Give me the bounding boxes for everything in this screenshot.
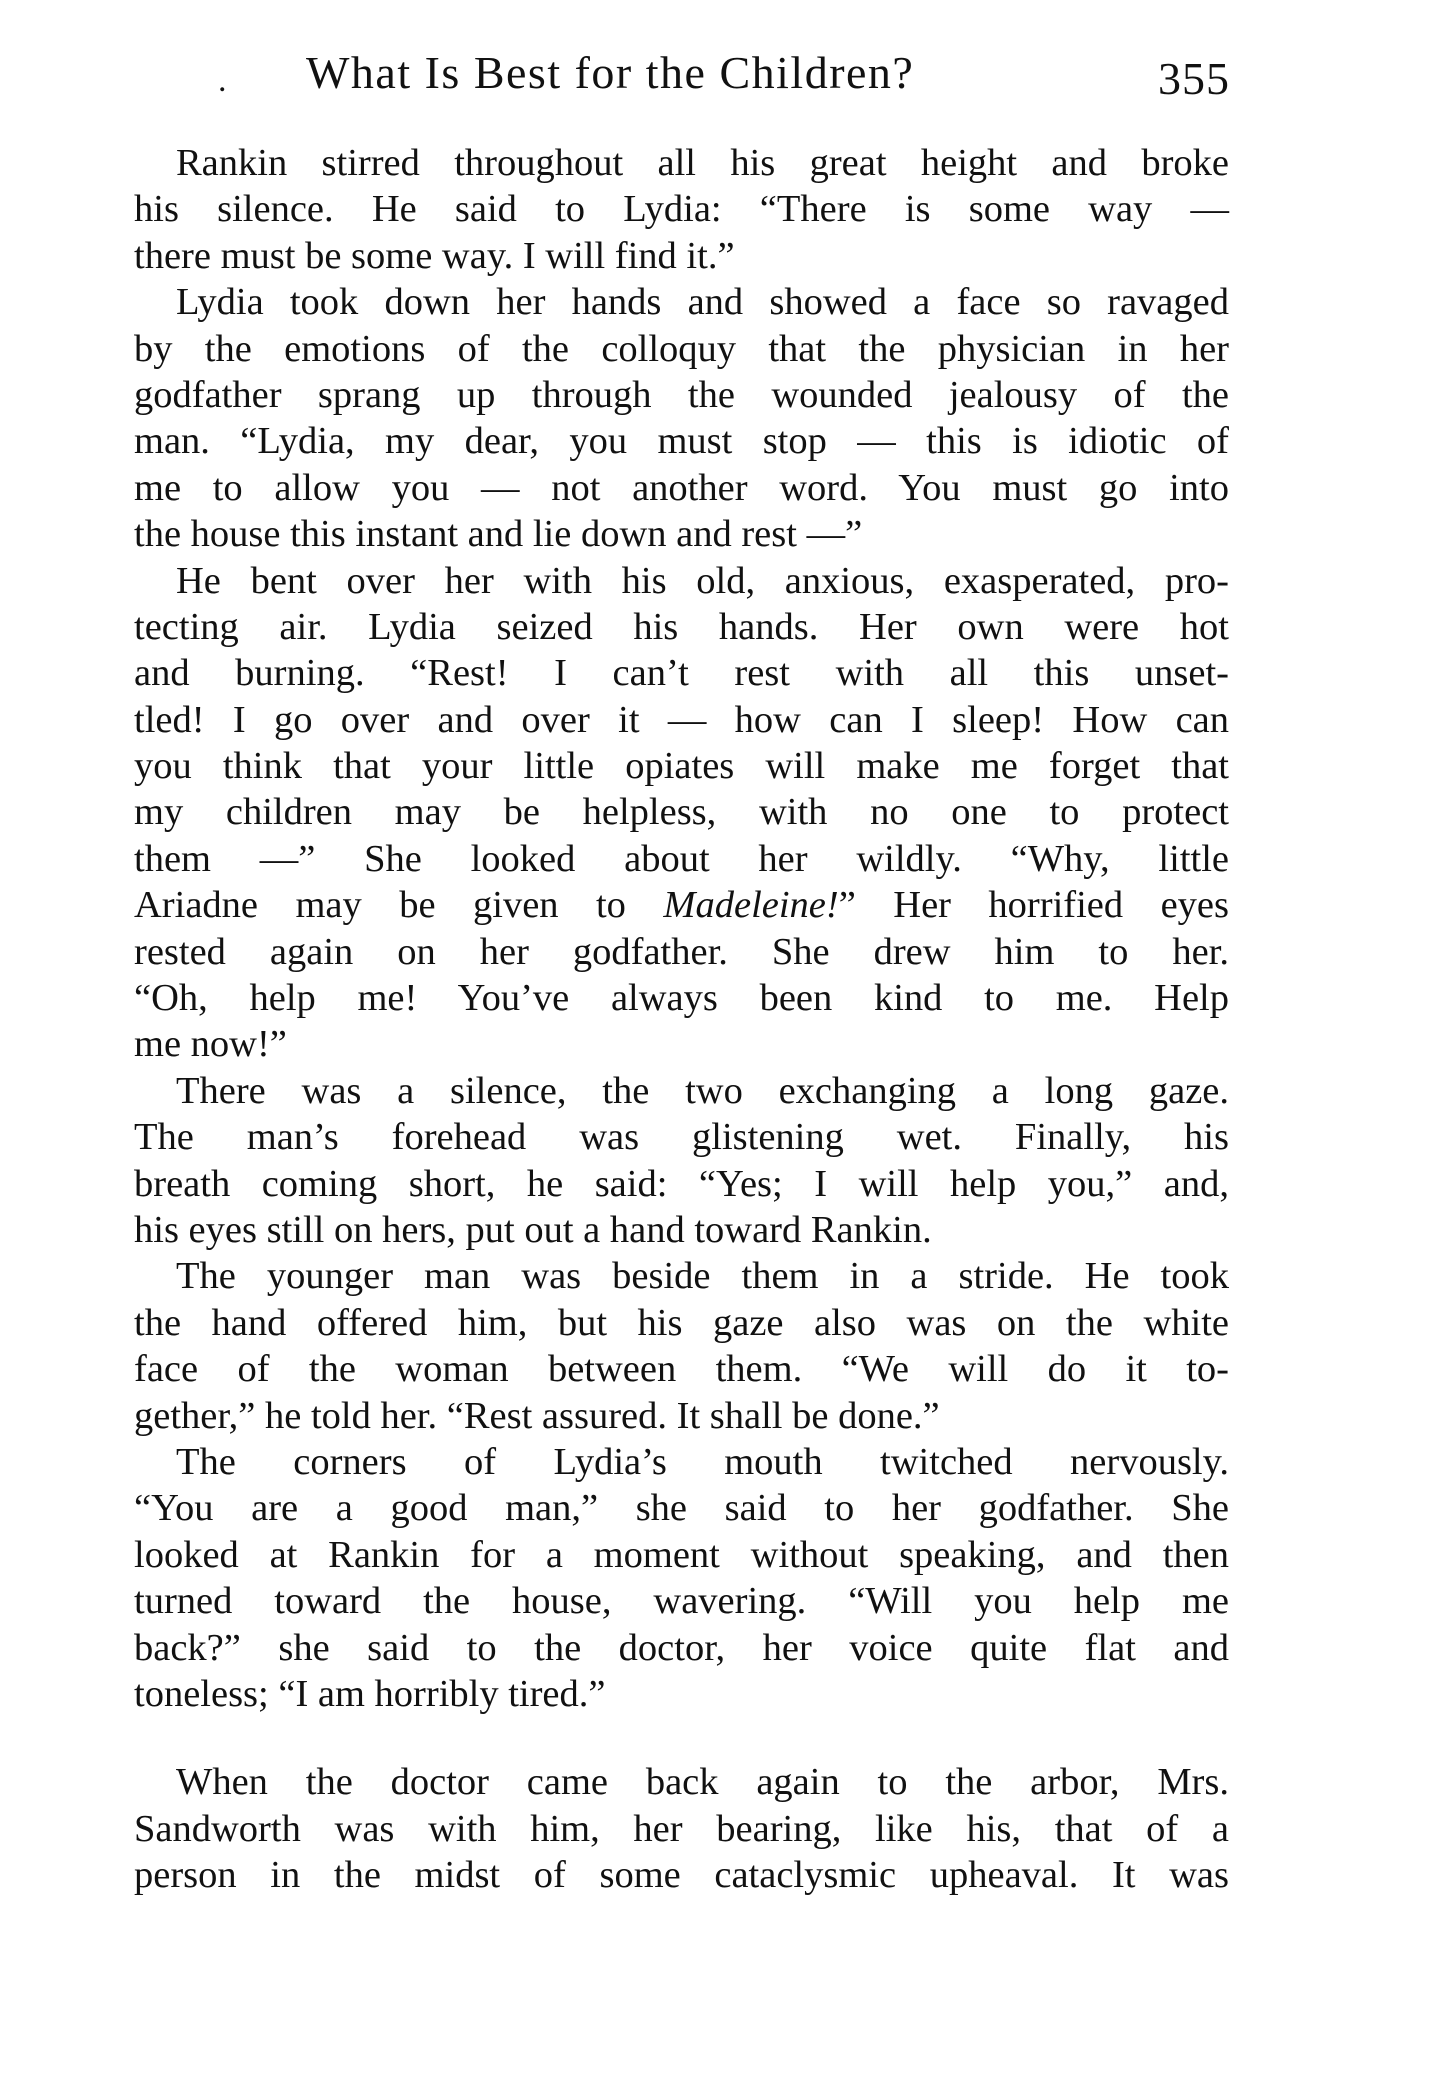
text-line: his eyes still on hers, put out a hand toward Rankin.: [134, 1208, 932, 1251]
text-line: godfather sprang up through the wounded jealousy of the: [134, 373, 1229, 416]
text-line: face of the woman between them. “We will do it to-: [134, 1348, 1229, 1391]
paragraph: [134, 1253, 1229, 1439]
running-title: What Is Best for the Children?: [306, 47, 915, 98]
text-line: Sandworth was with him, her bearing, like his, that of a: [134, 1807, 1229, 1850]
paragraph: [134, 1759, 1229, 1898]
italic-name: Madeleine!: [663, 884, 839, 927]
paragraph: [134, 140, 1229, 279]
text-line: Lydia took down her hands and showed a face so ravaged: [176, 281, 1229, 324]
text-line: The younger man was beside them in a stride. He took: [176, 1255, 1229, 1298]
text-line: gether,” he told her. “Rest assured. It shall be done.”: [134, 1394, 940, 1437]
text-line: there must be some way. I will find it.”: [134, 234, 735, 277]
text-segment: Ariadne may be given to: [134, 884, 664, 927]
text-line: “You are a good man,” she said to her godfather. She: [134, 1487, 1229, 1530]
paragraph: [134, 1439, 1229, 1717]
text-segment: ” Her horrified eyes: [838, 884, 1229, 927]
text-line: breath coming short, he said: “Yes; I will help you,” and,: [134, 1162, 1229, 1205]
text-line: and burning. “Rest! I can’t rest with all this unset-: [134, 652, 1229, 695]
text-line: his silence. He said to Lydia: “There is some way —: [134, 188, 1229, 231]
text-line: turned toward the house, wavering. “Will you help me: [134, 1580, 1229, 1623]
text-line: tled! I go over and over it — how can I sleep! How can: [134, 698, 1229, 741]
text-line: looked at Rankin for a moment without speaking, and then: [134, 1533, 1229, 1576]
text-line: When the doctor came back again to the arbor, Mrs.: [176, 1761, 1229, 1804]
paragraph: [134, 558, 1229, 1068]
text-line: person in the midst of some cataclysmic upheaval. It was: [134, 1854, 1229, 1897]
text-line: toneless; “I am horribly tired.”: [134, 1672, 606, 1715]
page-number: 355: [1158, 53, 1230, 104]
text-line: tecting air. Lydia seized his hands. Her own were hot: [134, 605, 1229, 648]
text-line: me now!”: [134, 1023, 287, 1066]
body-text: [134, 140, 1229, 1898]
text-line: me to allow you — not another word. You must go into: [134, 466, 1229, 509]
text-line: man. “Lydia, my dear, you must stop — this is idiotic of: [134, 420, 1229, 463]
text-line: rested again on her godfather. She drew him to her.: [134, 930, 1229, 973]
text-line: back?” she said to the doctor, her voice quite flat and: [134, 1626, 1229, 1669]
running-header: [130, 42, 1230, 112]
text-line: The corners of Lydia’s mouth twitched nervously.: [176, 1440, 1229, 1483]
text-line: by the emotions of the colloquy that the physician in her: [134, 327, 1229, 370]
text-line: He bent over her with his old, anxious, exasperated, pro-: [176, 559, 1229, 602]
text-line: you think that your little opiates will make me forget that: [134, 745, 1229, 788]
paragraph: [134, 1068, 1229, 1254]
text-line: Rankin stirred throughout all his great height and broke: [176, 142, 1229, 184]
text-line: the house this instant and lie down and rest —”: [134, 513, 863, 556]
text-line: the hand offered him, but his gaze also was on the white: [134, 1301, 1229, 1344]
text-line: There was a silence, the two exchanging a long gaze.: [176, 1069, 1229, 1112]
section-break: [134, 1717, 1229, 1759]
text-line: my children may be helpless, with no one to protect: [134, 791, 1229, 834]
text-line: them —” She looked about her wildly. “Why, little: [134, 837, 1229, 880]
text-line: “Oh, help me! You’ve always been kind to me. Help: [134, 977, 1229, 1020]
text-line: The man’s forehead was glistening wet. Finally, his: [134, 1116, 1229, 1159]
text-line-with-italic: [134, 882, 1229, 928]
paragraph: [134, 279, 1229, 557]
header-dot: .: [218, 62, 227, 99]
